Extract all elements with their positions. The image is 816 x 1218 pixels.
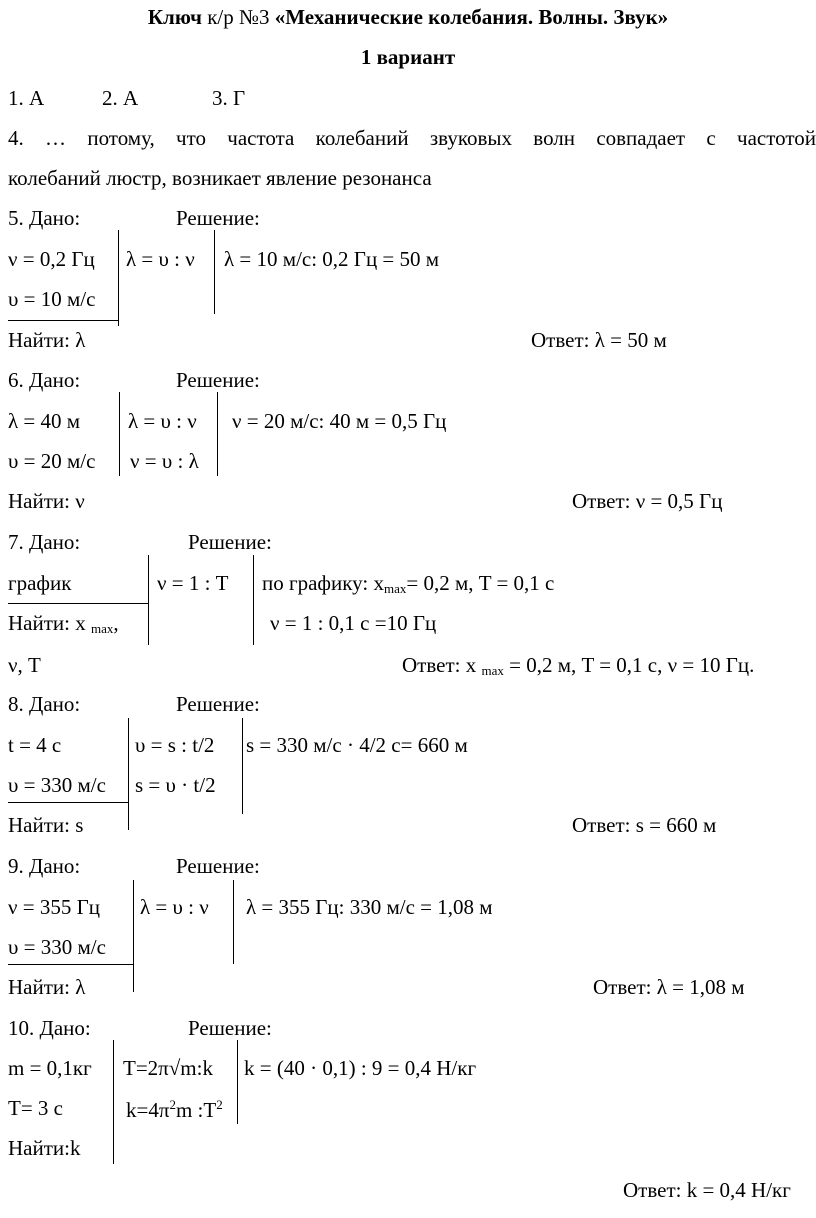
p9-divider bbox=[133, 880, 134, 992]
p7-calc-text: по графику: x bbox=[262, 571, 384, 595]
p9-answer: Ответ: λ = 1,08 м bbox=[593, 975, 745, 999]
p7-divider bbox=[253, 555, 254, 645]
p8-find: Найти: s bbox=[8, 813, 84, 837]
p8-formula-2: s = υ · t/2 bbox=[135, 773, 216, 797]
p6-answer: Ответ: ν = 0,5 Гц bbox=[572, 489, 723, 513]
p9-given-heading: 9. Дано: bbox=[8, 854, 81, 878]
p9-formula: λ = υ : ν bbox=[140, 895, 209, 919]
answer-4-line-2: колебаний люстр, возникает явление резонанса bbox=[8, 166, 432, 190]
p10-f2-sup2: 2 bbox=[216, 1097, 223, 1112]
p8-given-1: t = 4 с bbox=[8, 733, 62, 757]
p6-given-2: υ = 20 м/с bbox=[8, 449, 96, 473]
p6-calculation: ν = 20 м/с: 40 м = 0,5 Гц bbox=[232, 409, 447, 433]
p10-f2-b: m :T bbox=[175, 1098, 217, 1122]
p6-given-heading: 6. Дано: bbox=[8, 368, 81, 392]
p5-solution-heading: Решение: bbox=[176, 206, 260, 230]
p8-formula-1: υ = s : t/2 bbox=[135, 733, 215, 757]
p6-solution-heading: Решение: bbox=[176, 368, 260, 392]
p7-find-comma: , bbox=[113, 611, 119, 635]
p5-given-1: ν = 0,2 Гц bbox=[8, 247, 95, 271]
p10-calculation: k = (40 · 0,1) : 9 = 0,4 Н/кг bbox=[244, 1056, 477, 1080]
p7-formula: ν = 1 : T bbox=[157, 571, 229, 595]
p5-divider bbox=[118, 230, 119, 326]
p5-calculation: λ = 10 м/с: 0,2 Гц = 50 м bbox=[224, 247, 440, 271]
p7-answer-subscript: max bbox=[481, 663, 504, 678]
p10-given-heading: 10. Дано: bbox=[8, 1016, 91, 1040]
p7-answer-values: = 0,2 м, T = 0,1 с, ν = 10 Гц. bbox=[503, 653, 755, 677]
p8-answer: Ответ: s = 660 м bbox=[572, 813, 717, 837]
title-bold-key: Ключ bbox=[147, 5, 202, 29]
p10-f2-sup: 2 bbox=[169, 1097, 176, 1112]
p10-formula-1: T=2π√m:k bbox=[123, 1056, 213, 1080]
answer-3: 3. Г bbox=[212, 86, 246, 110]
p10-solution-heading: Решение: bbox=[188, 1016, 272, 1040]
p7-calculation-1 bbox=[262, 573, 554, 595]
p7-calculation-2: ν = 1 : 0,1 с =10 Гц bbox=[270, 611, 437, 635]
p7-find-label: Найти: x bbox=[8, 611, 91, 635]
p5-formula: λ = υ : ν bbox=[126, 247, 195, 271]
p7-solution-heading: Решение: bbox=[188, 530, 272, 554]
p9-given-underline bbox=[8, 964, 133, 965]
p9-given-1: ν = 355 Гц bbox=[8, 895, 100, 919]
p8-given-2: υ = 330 м/с bbox=[8, 773, 106, 797]
answer-2: 2. А bbox=[102, 86, 139, 110]
title-normal: к/р №3 bbox=[201, 5, 275, 29]
p6-divider bbox=[119, 392, 120, 476]
p10-divider bbox=[113, 1040, 114, 1164]
title-topic: «Механические колебания. Волны. Звук» bbox=[274, 5, 669, 29]
variant-heading: 1 вариант bbox=[360, 45, 456, 69]
p7-answer-text: Ответ: x bbox=[402, 653, 482, 677]
p7-divider bbox=[148, 555, 149, 645]
p10-given-2: T= 3 с bbox=[8, 1096, 63, 1120]
p7-find-2: ν, T bbox=[8, 653, 41, 677]
p10-f2-a: k=4π bbox=[126, 1098, 170, 1122]
p10-answer: Ответ: k = 0,4 Н/кг bbox=[623, 1178, 791, 1202]
p7-given-1: график bbox=[8, 571, 72, 595]
p8-divider bbox=[128, 718, 129, 830]
p8-given-underline bbox=[8, 802, 128, 803]
p6-find: Найти: ν bbox=[8, 489, 85, 513]
p7-calc-values: = 0,2 м, T = 0,1 с bbox=[406, 571, 555, 595]
p7-find-subscript: max bbox=[90, 621, 114, 636]
p7-answer bbox=[402, 655, 754, 677]
p5-answer: Ответ: λ = 50 м bbox=[531, 328, 667, 352]
p9-given-2: υ = 330 м/с bbox=[8, 935, 106, 959]
p5-find: Найти: λ bbox=[8, 328, 86, 352]
answer-1: 1. А bbox=[8, 86, 45, 110]
p8-calculation: s = 330 м/с · 4/2 с= 660 м bbox=[246, 733, 468, 757]
p9-divider bbox=[233, 880, 234, 964]
p10-given-1: m = 0,1кг bbox=[8, 1056, 92, 1080]
p5-given-heading: 5. Дано: bbox=[8, 206, 81, 230]
p7-find bbox=[8, 613, 119, 635]
p10-formula-2 bbox=[126, 1098, 223, 1121]
p6-formula-2: ν = υ : λ bbox=[130, 449, 199, 473]
p10-find: Найти:k bbox=[8, 1136, 81, 1160]
p9-calculation: λ = 355 Гц: 330 м/с = 1,08 м bbox=[246, 895, 493, 919]
p5-given-2: υ = 10 м/с bbox=[8, 287, 96, 311]
p7-given-heading: 7. Дано: bbox=[8, 530, 81, 554]
p9-solution-heading: Решение: bbox=[176, 854, 260, 878]
p8-divider bbox=[242, 718, 243, 814]
page-title bbox=[0, 7, 816, 28]
p8-solution-heading: Решение: bbox=[176, 692, 260, 716]
p5-divider bbox=[214, 230, 215, 314]
p8-given-heading: 8. Дано: bbox=[8, 692, 81, 716]
p6-divider bbox=[217, 392, 218, 476]
p9-find: Найти: λ bbox=[8, 975, 86, 999]
p7-calc-subscript: max bbox=[383, 581, 407, 596]
p7-given-underline bbox=[8, 603, 148, 604]
p10-divider bbox=[237, 1040, 238, 1124]
answer-4-line-1: 4. … потому, что частота колебаний звуковых волн совпадает с частотой bbox=[8, 126, 816, 150]
p5-given-underline bbox=[8, 320, 118, 321]
p6-formula-1: λ = υ : ν bbox=[128, 409, 197, 433]
p6-given-1: λ = 40 м bbox=[8, 409, 81, 433]
